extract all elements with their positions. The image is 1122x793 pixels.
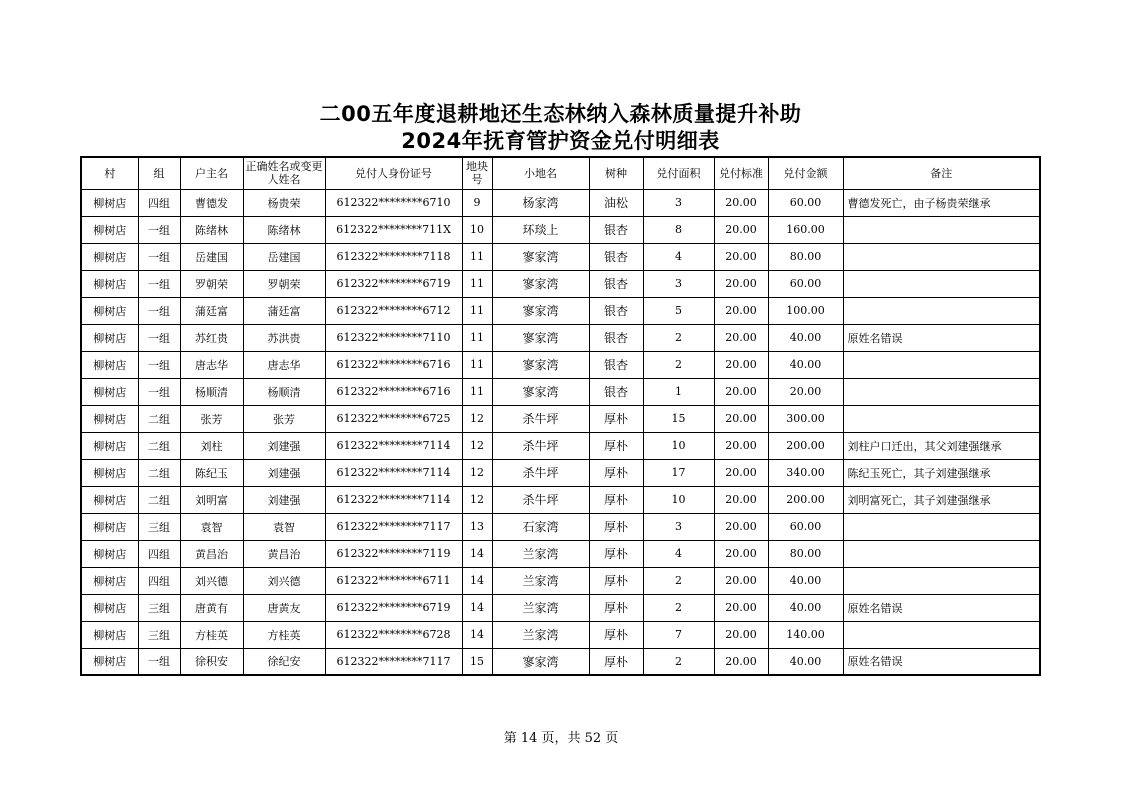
cell-amount: 80.00 — [768, 243, 843, 270]
cell-standard: 20.00 — [714, 297, 768, 324]
table-row — [81, 243, 1040, 270]
table-row — [81, 567, 1040, 594]
cell-correct-name: 唐黄友 — [243, 594, 325, 621]
cell-group: 一组 — [138, 351, 180, 378]
cell-plot-number: 14 — [462, 594, 492, 621]
cell-place-name: 寥家湾 — [492, 243, 589, 270]
cell-standard: 20.00 — [714, 405, 768, 432]
cell-tree-species: 厚朴 — [589, 513, 643, 540]
cell-remarks — [843, 270, 1040, 297]
cell-plot-number: 15 — [462, 648, 492, 675]
cell-householder: 刘兴德 — [180, 567, 243, 594]
cell-id-number: 612322********7118 — [325, 243, 462, 270]
cell-standard: 20.00 — [714, 324, 768, 351]
cell-village: 柳树店 — [81, 324, 138, 351]
cell-group: 四组 — [138, 567, 180, 594]
cell-tree-species: 厚朴 — [589, 405, 643, 432]
cell-plot-number: 11 — [462, 351, 492, 378]
cell-group: 二组 — [138, 486, 180, 513]
cell-amount: 40.00 — [768, 567, 843, 594]
cell-amount: 100.00 — [768, 297, 843, 324]
cell-remarks — [843, 405, 1040, 432]
cell-tree-species: 厚朴 — [589, 432, 643, 459]
table-row — [81, 324, 1040, 351]
cell-group: 一组 — [138, 270, 180, 297]
cell-remarks — [843, 567, 1040, 594]
cell-tree-species: 银杏 — [589, 351, 643, 378]
cell-area: 2 — [643, 324, 714, 351]
cell-tree-species: 厚朴 — [589, 459, 643, 486]
cell-group: 二组 — [138, 405, 180, 432]
table-row — [81, 432, 1040, 459]
cell-place-name: 兰家湾 — [492, 540, 589, 567]
cell-village: 柳树店 — [81, 459, 138, 486]
cell-standard: 20.00 — [714, 270, 768, 297]
cell-householder: 唐志华 — [180, 351, 243, 378]
cell-plot-number: 12 — [462, 405, 492, 432]
cell-amount: 40.00 — [768, 594, 843, 621]
cell-village: 柳树店 — [81, 351, 138, 378]
cell-standard: 20.00 — [714, 378, 768, 405]
cell-householder: 杨顺清 — [180, 378, 243, 405]
cell-place-name: 杀牛坪 — [492, 459, 589, 486]
table-row — [81, 351, 1040, 378]
cell-remarks — [843, 243, 1040, 270]
cell-standard: 20.00 — [714, 513, 768, 540]
cell-householder: 蒲廷富 — [180, 297, 243, 324]
cell-householder: 方桂英 — [180, 621, 243, 648]
cell-standard: 20.00 — [714, 567, 768, 594]
cell-householder: 刘明富 — [180, 486, 243, 513]
table-row — [81, 648, 1040, 675]
header-plot-number: 地块号 — [462, 157, 492, 189]
cell-standard: 20.00 — [714, 243, 768, 270]
cell-id-number: 612322********6725 — [325, 405, 462, 432]
cell-householder: 曹德发 — [180, 189, 243, 216]
header-village: 村 — [81, 157, 138, 189]
cell-village: 柳树店 — [81, 432, 138, 459]
cell-area: 2 — [643, 567, 714, 594]
cell-area: 1 — [643, 378, 714, 405]
cell-tree-species: 银杏 — [589, 243, 643, 270]
table-row — [81, 621, 1040, 648]
cell-remarks: 陈纪玉死亡，其子刘建强继承 — [843, 459, 1040, 486]
cell-plot-number: 12 — [462, 432, 492, 459]
cell-tree-species: 厚朴 — [589, 540, 643, 567]
cell-amount: 140.00 — [768, 621, 843, 648]
cell-tree-species: 油松 — [589, 189, 643, 216]
cell-standard: 20.00 — [714, 648, 768, 675]
cell-correct-name: 袁智 — [243, 513, 325, 540]
cell-group: 一组 — [138, 297, 180, 324]
cell-remarks — [843, 513, 1040, 540]
header-place-name: 小地名 — [492, 157, 589, 189]
cell-standard: 20.00 — [714, 189, 768, 216]
cell-group: 四组 — [138, 540, 180, 567]
cell-group: 四组 — [138, 189, 180, 216]
table-row — [81, 486, 1040, 513]
cell-place-name: 寥家湾 — [492, 648, 589, 675]
cell-remarks: 曹德发死亡，由子杨贵荣继承 — [843, 189, 1040, 216]
cell-tree-species: 银杏 — [589, 270, 643, 297]
cell-area: 3 — [643, 189, 714, 216]
cell-village: 柳树店 — [81, 567, 138, 594]
table-row — [81, 405, 1040, 432]
cell-amount: 60.00 — [768, 189, 843, 216]
cell-plot-number: 9 — [462, 189, 492, 216]
cell-remarks — [843, 351, 1040, 378]
cell-plot-number: 11 — [462, 297, 492, 324]
cell-place-name: 寥家湾 — [492, 324, 589, 351]
cell-area: 5 — [643, 297, 714, 324]
cell-householder: 罗朝荣 — [180, 270, 243, 297]
payment-detail-table — [80, 156, 1041, 676]
cell-amount: 160.00 — [768, 216, 843, 243]
cell-id-number: 612322********7119 — [325, 540, 462, 567]
cell-group: 二组 — [138, 432, 180, 459]
cell-remarks: 原姓名错误 — [843, 324, 1040, 351]
cell-area: 7 — [643, 621, 714, 648]
cell-correct-name: 徐纪安 — [243, 648, 325, 675]
cell-area: 2 — [643, 594, 714, 621]
cell-id-number: 612322********7114 — [325, 432, 462, 459]
cell-correct-name: 杨贵荣 — [243, 189, 325, 216]
cell-place-name: 寥家湾 — [492, 297, 589, 324]
cell-tree-species: 厚朴 — [589, 621, 643, 648]
cell-group: 一组 — [138, 324, 180, 351]
cell-place-name: 兰家湾 — [492, 621, 589, 648]
cell-remarks: 刘明富死亡，其子刘建强继承 — [843, 486, 1040, 513]
cell-remarks: 刘柱户口迁出，其父刘建强继承 — [843, 432, 1040, 459]
header-tree-species: 树种 — [589, 157, 643, 189]
cell-plot-number: 11 — [462, 243, 492, 270]
cell-place-name: 环琰上 — [492, 216, 589, 243]
cell-area: 3 — [643, 270, 714, 297]
cell-tree-species: 银杏 — [589, 297, 643, 324]
cell-tree-species: 银杏 — [589, 216, 643, 243]
cell-correct-name: 黄昌治 — [243, 540, 325, 567]
cell-tree-species: 厚朴 — [589, 648, 643, 675]
header-area: 兑付面积 — [643, 157, 714, 189]
cell-plot-number: 11 — [462, 270, 492, 297]
cell-group: 三组 — [138, 621, 180, 648]
cell-householder: 唐黄有 — [180, 594, 243, 621]
cell-amount: 340.00 — [768, 459, 843, 486]
cell-id-number: 612322********6711 — [325, 567, 462, 594]
cell-standard: 20.00 — [714, 621, 768, 648]
header-amount: 兑付金额 — [768, 157, 843, 189]
cell-correct-name: 苏洪贵 — [243, 324, 325, 351]
table-body — [81, 189, 1040, 675]
cell-id-number: 612322********7117 — [325, 648, 462, 675]
cell-standard: 20.00 — [714, 432, 768, 459]
cell-id-number: 612322********6719 — [325, 270, 462, 297]
cell-village: 柳树店 — [81, 648, 138, 675]
cell-correct-name: 刘兴德 — [243, 567, 325, 594]
header-remarks: 备注 — [843, 157, 1040, 189]
table-row — [81, 513, 1040, 540]
header-standard: 兑付标准 — [714, 157, 768, 189]
cell-plot-number: 14 — [462, 621, 492, 648]
cell-village: 柳树店 — [81, 486, 138, 513]
document-title-line-1: 二00五年度退耕地还生态林纳入森林质量提升补助 — [319, 102, 802, 126]
cell-correct-name: 刘建强 — [243, 486, 325, 513]
cell-householder: 陈纪玉 — [180, 459, 243, 486]
cell-tree-species: 银杏 — [589, 324, 643, 351]
cell-place-name: 寥家湾 — [492, 270, 589, 297]
cell-area: 4 — [643, 243, 714, 270]
cell-village: 柳树店 — [81, 270, 138, 297]
cell-amount: 200.00 — [768, 486, 843, 513]
cell-standard: 20.00 — [714, 351, 768, 378]
cell-village: 柳树店 — [81, 216, 138, 243]
cell-householder: 袁智 — [180, 513, 243, 540]
cell-id-number: 612322********6712 — [325, 297, 462, 324]
cell-standard: 20.00 — [714, 594, 768, 621]
cell-plot-number: 14 — [462, 567, 492, 594]
cell-plot-number: 13 — [462, 513, 492, 540]
cell-area: 8 — [643, 216, 714, 243]
document-title-line-2: 2024年抚育管护资金兑付明细表 — [401, 129, 720, 153]
cell-householder: 岳建国 — [180, 243, 243, 270]
cell-remarks: 原姓名错误 — [843, 648, 1040, 675]
cell-village: 柳树店 — [81, 621, 138, 648]
cell-tree-species: 银杏 — [589, 378, 643, 405]
cell-village: 柳树店 — [81, 513, 138, 540]
cell-plot-number: 14 — [462, 540, 492, 567]
cell-area: 2 — [643, 351, 714, 378]
cell-correct-name: 方桂英 — [243, 621, 325, 648]
cell-amount: 200.00 — [768, 432, 843, 459]
cell-householder: 苏红贵 — [180, 324, 243, 351]
cell-remarks — [843, 297, 1040, 324]
cell-id-number: 612322********6716 — [325, 351, 462, 378]
cell-village: 柳树店 — [81, 243, 138, 270]
table-row — [81, 594, 1040, 621]
cell-plot-number: 11 — [462, 378, 492, 405]
cell-place-name: 杀牛坪 — [492, 486, 589, 513]
cell-standard: 20.00 — [714, 216, 768, 243]
cell-correct-name: 唐志华 — [243, 351, 325, 378]
cell-remarks: 原姓名错误 — [843, 594, 1040, 621]
cell-id-number: 612322********711X — [325, 216, 462, 243]
cell-standard: 20.00 — [714, 459, 768, 486]
cell-tree-species: 厚朴 — [589, 486, 643, 513]
cell-place-name: 兰家湾 — [492, 567, 589, 594]
cell-village: 柳树店 — [81, 297, 138, 324]
cell-place-name: 寥家湾 — [492, 378, 589, 405]
cell-place-name: 杀牛坪 — [492, 405, 589, 432]
cell-area: 2 — [643, 648, 714, 675]
cell-place-name: 寥家湾 — [492, 351, 589, 378]
cell-correct-name: 陈绪林 — [243, 216, 325, 243]
cell-standard: 20.00 — [714, 540, 768, 567]
cell-tree-species: 厚朴 — [589, 567, 643, 594]
header-householder: 户主名 — [180, 157, 243, 189]
cell-amount: 80.00 — [768, 540, 843, 567]
cell-householder: 张芳 — [180, 405, 243, 432]
cell-amount: 40.00 — [768, 324, 843, 351]
cell-group: 一组 — [138, 648, 180, 675]
cell-village: 柳树店 — [81, 540, 138, 567]
cell-correct-name: 蒲廷富 — [243, 297, 325, 324]
cell-amount: 60.00 — [768, 513, 843, 540]
cell-plot-number: 11 — [462, 324, 492, 351]
cell-village: 柳树店 — [81, 405, 138, 432]
cell-correct-name: 刘建强 — [243, 432, 325, 459]
cell-remarks — [843, 216, 1040, 243]
cell-place-name: 石家湾 — [492, 513, 589, 540]
cell-area: 3 — [643, 513, 714, 540]
cell-amount: 20.00 — [768, 378, 843, 405]
cell-householder: 陈绪林 — [180, 216, 243, 243]
cell-group: 一组 — [138, 378, 180, 405]
cell-remarks — [843, 378, 1040, 405]
cell-area: 4 — [643, 540, 714, 567]
cell-id-number: 612322********6710 — [325, 189, 462, 216]
cell-id-number: 612322********7114 — [325, 486, 462, 513]
cell-id-number: 612322********7117 — [325, 513, 462, 540]
table-row — [81, 270, 1040, 297]
cell-plot-number: 10 — [462, 216, 492, 243]
cell-householder: 徐积安 — [180, 648, 243, 675]
cell-amount: 40.00 — [768, 351, 843, 378]
cell-area: 17 — [643, 459, 714, 486]
cell-area: 15 — [643, 405, 714, 432]
table-row — [81, 378, 1040, 405]
cell-standard: 20.00 — [714, 486, 768, 513]
cell-householder: 黄昌治 — [180, 540, 243, 567]
table-row — [81, 216, 1040, 243]
cell-group: 三组 — [138, 513, 180, 540]
table-row — [81, 459, 1040, 486]
cell-plot-number: 12 — [462, 459, 492, 486]
cell-tree-species: 厚朴 — [589, 594, 643, 621]
cell-correct-name: 杨顺清 — [243, 378, 325, 405]
cell-id-number: 612322********6719 — [325, 594, 462, 621]
table-row — [81, 297, 1040, 324]
cell-id-number: 612322********6728 — [325, 621, 462, 648]
cell-amount: 60.00 — [768, 270, 843, 297]
cell-village: 柳树店 — [81, 378, 138, 405]
page-number: 第 14 页，共 52 页 — [503, 731, 619, 746]
cell-area: 10 — [643, 432, 714, 459]
cell-remarks — [843, 540, 1040, 567]
cell-plot-number: 12 — [462, 486, 492, 513]
table-row — [81, 540, 1040, 567]
header-group: 组 — [138, 157, 180, 189]
cell-remarks — [843, 621, 1040, 648]
cell-correct-name: 刘建强 — [243, 459, 325, 486]
cell-correct-name: 岳建国 — [243, 243, 325, 270]
cell-village: 柳树店 — [81, 189, 138, 216]
table-row — [81, 189, 1040, 216]
cell-group: 一组 — [138, 216, 180, 243]
cell-amount: 40.00 — [768, 648, 843, 675]
cell-village: 柳树店 — [81, 594, 138, 621]
cell-place-name: 杀牛坪 — [492, 432, 589, 459]
cell-area: 10 — [643, 486, 714, 513]
cell-group: 二组 — [138, 459, 180, 486]
header-id-number: 兑付人身份证号 — [325, 157, 462, 189]
cell-householder: 刘柱 — [180, 432, 243, 459]
table-header-row — [81, 157, 1040, 189]
cell-place-name: 兰家湾 — [492, 594, 589, 621]
header-correct-name: 正确姓名或变更人姓名 — [243, 157, 325, 189]
cell-id-number: 612322********6716 — [325, 378, 462, 405]
cell-amount: 300.00 — [768, 405, 843, 432]
cell-id-number: 612322********7110 — [325, 324, 462, 351]
cell-correct-name: 张芳 — [243, 405, 325, 432]
cell-id-number: 612322********7114 — [325, 459, 462, 486]
cell-place-name: 杨家湾 — [492, 189, 589, 216]
cell-correct-name: 罗朝荣 — [243, 270, 325, 297]
cell-group: 三组 — [138, 594, 180, 621]
cell-group: 一组 — [138, 243, 180, 270]
